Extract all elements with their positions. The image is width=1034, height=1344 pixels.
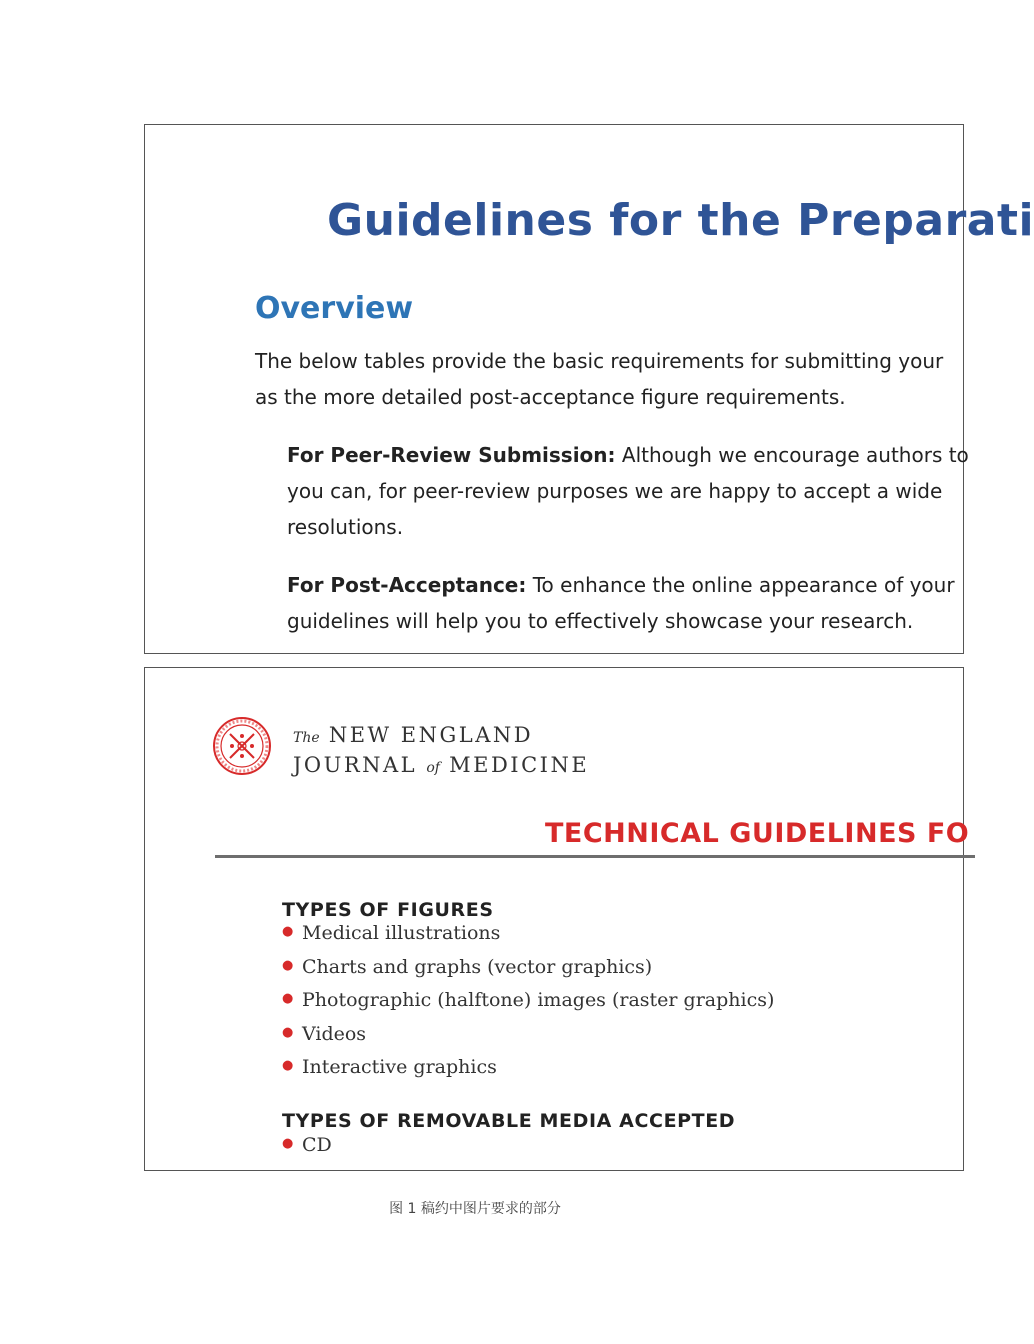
nejm-seal-logo <box>212 716 272 776</box>
types-of-figures-heading: TYPES OF FIGURES <box>282 899 494 921</box>
list-item-text: Medical illustrations <box>302 922 501 944</box>
intro-line: The below tables provide the basic requirements for submitting your <box>255 349 944 373</box>
nejm-screenshot-panel <box>144 667 970 1171</box>
bullet-icon: ● <box>282 991 294 1006</box>
list-item-text: Interactive graphics <box>302 1056 497 1078</box>
intro-paragraph <box>255 343 943 415</box>
peer-review-text: you can, for peer-review purposes we are happy to accept a wide <box>287 479 943 503</box>
media-types-list <box>282 1131 332 1165</box>
overview-heading: Overview <box>255 291 414 326</box>
list-item <box>282 919 774 953</box>
journal-name-line2b: MEDICINE <box>449 753 590 777</box>
journal-name <box>293 722 589 782</box>
bullet-icon: ● <box>282 1024 294 1040</box>
bullet-icon: ● <box>282 957 294 973</box>
bullet-icon: ● <box>282 1058 294 1073</box>
journal-name-line2a: JOURNAL <box>293 753 418 777</box>
peer-review-label: For Peer-Review Submission: <box>287 443 616 467</box>
figure-caption: 图 1 稿约中图片要求的部分 <box>389 1201 561 1217</box>
post-acceptance-text: To enhance the online appearance of your <box>526 573 955 597</box>
post-acceptance-label: For Post-Acceptance: <box>287 573 527 597</box>
peer-review-text: Although we encourage authors to <box>615 443 969 467</box>
journal-name-line1: NEW ENGLAND <box>328 723 534 747</box>
journal-the: The <box>293 730 320 746</box>
peer-review-text: resolutions. <box>287 515 404 539</box>
list-item <box>282 1131 332 1165</box>
list-item <box>282 1053 774 1087</box>
guidelines-screenshot-panel <box>144 124 1034 654</box>
list-item <box>282 986 774 1020</box>
figure-types-list <box>282 919 774 1087</box>
list-item <box>282 953 774 987</box>
removable-media-heading: TYPES OF REMOVABLE MEDIA ACCEPTED <box>282 1110 736 1132</box>
peer-review-paragraph <box>287 437 969 545</box>
divider <box>215 855 975 858</box>
guidelines-title: Guidelines for the Preparati <box>327 195 1034 246</box>
post-acceptance-text: guidelines will help you to effectively showcase your research. <box>287 609 914 633</box>
bullet-icon: ● <box>282 924 294 939</box>
list-item-text: Charts and graphs (vector graphics) <box>302 955 653 978</box>
list-item-text: CD <box>302 1134 332 1156</box>
list-item-text: Videos <box>302 1022 367 1045</box>
list-item <box>282 1020 774 1054</box>
journal-of: of <box>426 760 440 776</box>
technical-guidelines-title: TECHNICAL GUIDELINES FO <box>545 818 970 849</box>
intro-line: as the more detailed post-acceptance figure requirements. <box>255 385 846 409</box>
bullet-icon: ● <box>282 1136 294 1151</box>
list-item-text: Photographic (halftone) images (raster graphics) <box>302 989 775 1011</box>
post-acceptance-paragraph <box>287 567 955 639</box>
